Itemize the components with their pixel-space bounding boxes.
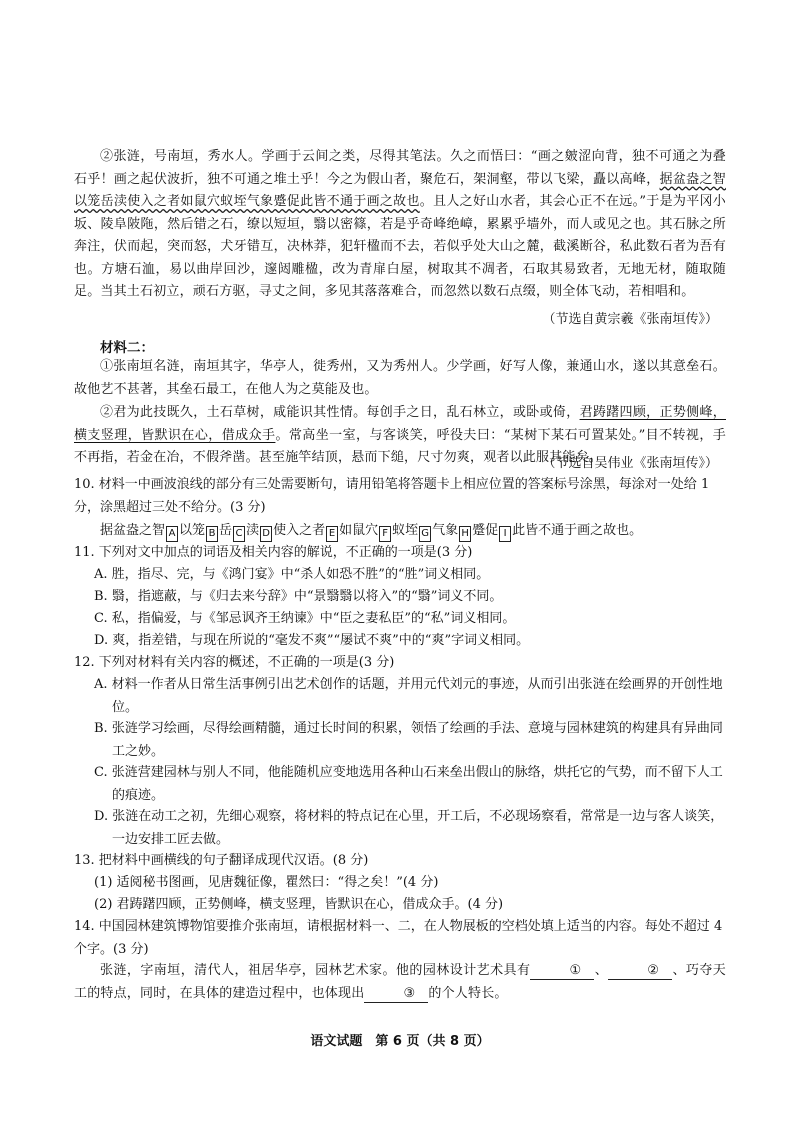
break-mark-f[interactable]: F [379, 526, 391, 542]
material-two-heading: 材料二： [100, 340, 154, 356]
passage-text: 。常高坐一室，与客谈笑，呼役夫曰：“某树下某石可置某处。”目不转视，手不再指，若金在冶，不假斧凿。甚至施竿结顶，悬而下缒，尺寸勿爽，观者以此服其能矣。 [74, 427, 726, 465]
underlined-sentence: 君踌躇四顾，正势侧峰，横支竖理，皆默识在心，借成众手 [74, 405, 726, 443]
question-10-segmented-sentence: 据盆盎之智 A 以笼 B 岳 C 渎 D 使入之者 E 如鼠穴 F 蚁垤 G 气象 H 蹙促 I 此皆不通于画之故也。 [100, 520, 642, 542]
break-mark-i[interactable]: I [499, 526, 511, 542]
blank-1[interactable]: ① [530, 963, 594, 980]
question-12-option-a[interactable]: A. 材料一作者从日常生活事例引出艺术创作的话题，并用元代刘元的事迹，从而引出张涟在绘画界的开创性地位。 [94, 677, 723, 715]
question-11-option-a[interactable]: A. 胜，指尽、完，与《鸿门宴》中“杀人如恐不胜”的“胜”词义相同。 [94, 567, 490, 582]
page-footer: 语文试题 第 6 页（共 8 页） [310, 1034, 490, 1049]
question-13-item-1: (1) 适阅秘书图画，见唐魏征像，瞿然曰：“得之矣！”(4 分) [94, 875, 439, 890]
question-11-option-c[interactable]: C. 私，指偏爱，与《邹忌讽齐王纳谏》中“臣之妻私臣”的“私”词义相同。 [94, 611, 516, 626]
question-11-option-d[interactable]: D. 爽，指差错，与现在所说的“毫发不爽”“屡试不爽”中的“爽”字词义相同。 [94, 633, 530, 648]
question-11-stem: 11. 下列对文中加点的词语及相关内容的解说，不正确的一项是(3 分) [74, 545, 473, 560]
question-10-stem: 10. 材料一中画波浪线的部分有三处需要断句，请用铅笔将答题卡上相应位置的答案标号涂黑，每涂对一处给 1 分，涂黑超过三处不给分。(3 分) [74, 477, 710, 515]
passage-text: 。且人之好山水者，其会心正不在远。”于是为平冈小坂、陵阜陂陁，然后错之石，缭以短垣，翳以密篠，若是乎奇峰绝嶂，累累乎墙外，而人或见之也。其石脉之所奔注，伏而起，突而怒，犬牙错互，决林莽，犯轩楹而不去，若似乎处大山之麓，截溪断谷，私此数石者为吾有也。方塘石洫，易以曲岸回沙，邃闼雕楹，改为青扉白屋，树取其不凋者，石取其易致者，无地无材，随取随足。当其土石初立，顽石方驱，寻丈之间，多见其落落难合，而忽然以数石点缀，则全体飞动，若相唱和。 [74, 194, 727, 299]
question-12-option-b[interactable]: B. 张涟学习绘画，尽得绘画精髓，通过长时间的积累，领悟了绘画的手法、意境与园林建筑的构建具有异曲同工之妙。 [94, 721, 723, 759]
question-12-option-c[interactable]: C. 张涟营建园林与别人不同，他能随机应变地选用各种山石来垒出假山的脉络，烘托它的气势，而不留下人工的痕迹。 [94, 765, 723, 803]
break-mark-e[interactable]: E [326, 526, 338, 542]
source-citation-2: （节选自吴伟业《张南垣传》） [542, 456, 718, 471]
material-one-paragraph-2 [74, 146, 726, 304]
passage-text: ②张涟，号南垣，秀水人。学画于云间之类，尽得其笔法。久之而悟曰：“画之皴涩向背，独不可通之为叠石乎！画之起伏波折，独不可通之堆土乎！今之为假山者，聚危石，架洞壑，带以飞梁，矗以高峰， [74, 149, 726, 187]
break-mark-c[interactable]: C [233, 526, 245, 542]
break-mark-d[interactable]: D [260, 526, 272, 542]
blank-3[interactable]: ③ [364, 986, 428, 1003]
question-13-stem: 13. 把材料中画横线的句子翻译成现代汉语。(8 分) [74, 853, 369, 868]
break-mark-g[interactable]: G [419, 526, 431, 542]
break-mark-a[interactable]: A [166, 526, 178, 542]
break-mark-h[interactable]: H [459, 526, 471, 542]
source-citation-1: （节选自黄宗羲《张南垣传》） [542, 312, 718, 327]
question-11-option-b[interactable]: B. 翳，指遮蔽，与《归去来兮辞》中“景翳翳以将入”的“翳”词义不同。 [94, 589, 503, 604]
blank-2[interactable]: ② [608, 963, 672, 980]
material-two-paragraph-1: ①张南垣名涟，南垣其字，华亭人，徙秀州，又为秀州人。少学画，好写人像，兼通山水，遂以其意垒石。故他艺不甚著，其垒石最工，在他人为之莫能及也。 [74, 359, 726, 397]
question-14-stem: 14. 中国园林建筑博物馆要推介张南垣，请根据材料一、二，在人物展板的空档处填上适当的内容。每处不超过 4 个字。(3 分) [74, 919, 723, 957]
wavy-underlined-sentence: 据盆盎之智以笼岳渎使入之者如鼠穴蚁垤气象蹙促此皆不通于画之故也 [74, 171, 726, 209]
question-12-stem: 12. 下列对材料有关内容的概述，不正确的一项是(3 分) [74, 655, 395, 670]
question-14-fill-text: 张涟，字南垣，清代人，祖居华亭，园林艺术家。他的园林设计艺术具有 ① 、 ② 、巧夺天工的特点，同时，在具体的建造过程中，也体现出 ③ 的个人特长。 [74, 963, 727, 1001]
question-12-option-d[interactable]: D. 张涟在动工之初，先细心观察，将材料的特点记在心里，开工后，不必现场察看，常常是一边与客人谈笑，一边安排工匠去做。 [94, 809, 724, 847]
break-mark-b[interactable]: B [206, 526, 218, 542]
passage-text: ②君为此技既久，土石草树，咸能识其性情。每创手之日，乱石林立，或卧或倚， [100, 405, 580, 420]
question-13-item-2: (2) 君踌躇四顾，正势侧峰，横支竖理，皆默识在心，借成众手。(4 分) [94, 897, 504, 912]
